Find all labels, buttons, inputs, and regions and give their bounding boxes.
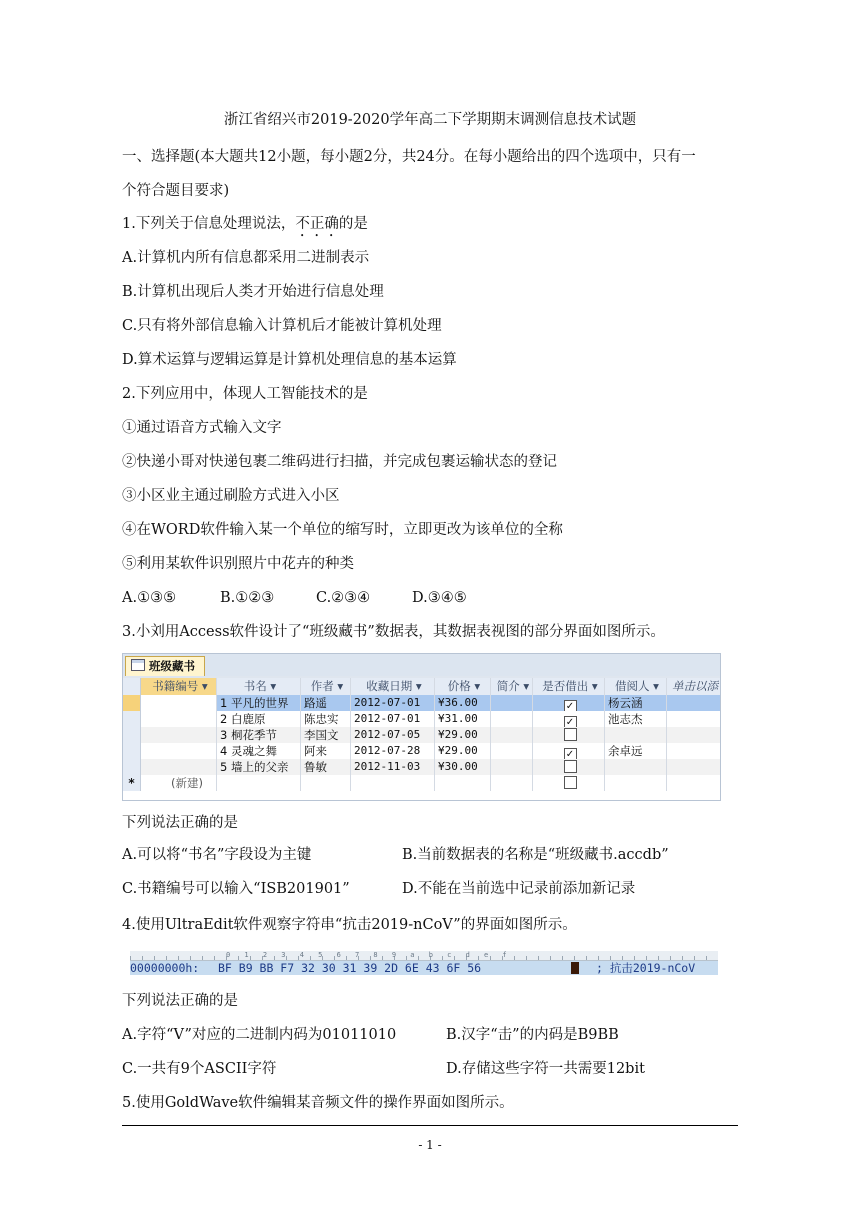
- q1-option-b: B.计算机出现后人类才开始进行信息处理: [122, 284, 384, 300]
- cell-date[interactable]: 2012-11-03: [351, 759, 435, 775]
- cell-title-value: 桐花季节: [230, 728, 277, 742]
- cell-author[interactable]: [301, 775, 351, 791]
- cell-borrower[interactable]: [605, 775, 667, 791]
- q3-option-d: D.不能在当前选中记录前添加新记录: [402, 881, 636, 897]
- cell-intro[interactable]: [491, 727, 533, 743]
- cell-date[interactable]: 2012-07-01: [351, 711, 435, 727]
- q1-option-a: A.计算机内所有信息都采用二进制表示: [122, 250, 370, 266]
- q2-item-2: ②快递小哥对快递包裹二维码进行扫描，并完成包裹运输状态的登记: [122, 454, 557, 470]
- hex-text-view[interactable]: ; 抗击2019-nCoV: [596, 961, 696, 975]
- table-row[interactable]: [123, 743, 720, 759]
- cell-price[interactable]: ¥30.00: [435, 759, 491, 775]
- page-number: - 1 -: [418, 1138, 442, 1152]
- q5-stem: 5.使用GoldWave软件编辑某音频文件的操作界面如图所示。: [122, 1095, 514, 1111]
- header-borrower[interactable]: 借阅人 ▾: [605, 678, 667, 695]
- record-selector[interactable]: [123, 727, 141, 743]
- access-tab-label: 班级藏书: [149, 659, 195, 673]
- cell-intro[interactable]: [491, 711, 533, 727]
- section-heading-line1: 一、选择题(本大题共12小题，每小题2分，共24分。在每小题给出的四个选项中，只有一: [122, 149, 696, 165]
- cell-id-value: 2: [220, 712, 228, 726]
- cell-author[interactable]: 鲁敏: [301, 759, 351, 775]
- cell-lent[interactable]: [533, 759, 605, 775]
- header-author[interactable]: 作者 ▾: [301, 678, 351, 695]
- cell-title[interactable]: [217, 759, 301, 775]
- cell-author[interactable]: 路遥: [301, 695, 351, 711]
- cell-author[interactable]: 阿来: [301, 743, 351, 759]
- ultraedit-hex-screenshot: [130, 951, 718, 975]
- cell-book-id[interactable]: [141, 711, 217, 727]
- new-record-row[interactable]: [123, 775, 720, 791]
- header-lent[interactable]: 是否借出 ▾: [533, 678, 605, 695]
- datasheet-header-row: [123, 678, 720, 696]
- header-date[interactable]: 收藏日期 ▾: [351, 678, 435, 695]
- cell-borrower[interactable]: [605, 759, 667, 775]
- cell-price[interactable]: [435, 775, 491, 791]
- record-selector[interactable]: [123, 743, 141, 759]
- q2-option-c: C.②③④: [316, 590, 371, 606]
- hex-line: [130, 961, 718, 975]
- cell-intro[interactable]: [491, 695, 533, 711]
- cell-borrower[interactable]: [605, 727, 667, 743]
- lent-checkbox[interactable]: ✓: [564, 700, 577, 711]
- q4-option-b: B.汉字“击”的内码是B9BB: [446, 1027, 619, 1043]
- q2-option-d: D.③④⑤: [412, 590, 467, 606]
- q1-stem-emphasis: 不正确: [295, 216, 339, 232]
- cell-author[interactable]: 陈忠实: [301, 711, 351, 727]
- cell-id-value: 4: [220, 744, 228, 758]
- q2-option-a: A.①③⑤: [122, 590, 177, 606]
- cell-title[interactable]: [217, 727, 301, 743]
- section-heading-line2: 个符合题目要求): [122, 183, 230, 199]
- q1-stem-pre: 1.下列关于信息处理说法，: [122, 216, 296, 232]
- q1-stem-post: 的是: [338, 216, 368, 232]
- cell-title[interactable]: [217, 743, 301, 759]
- cell-book-id[interactable]: [141, 727, 217, 743]
- header-click-to-add[interactable]: 单击以添: [672, 679, 718, 693]
- cell-price[interactable]: ¥31.00: [435, 711, 491, 727]
- table-row[interactable]: [123, 711, 720, 727]
- hex-bytes[interactable]: BF B9 BB F7 32 30 31 39 2D 6E 43 6F 56: [218, 961, 482, 975]
- cell-title-value: 灵魂之舞: [230, 744, 277, 758]
- q2-stem: 2.下列应用中，体现人工智能技术的是: [122, 386, 368, 402]
- cell-book-id[interactable]: [141, 743, 217, 759]
- header-price[interactable]: 价格 ▾: [435, 678, 491, 695]
- hex-ruler-labels: 0 1 2 3 4 5 6 7 8 9 a b c d e f: [226, 951, 512, 959]
- cell-title[interactable]: [217, 695, 301, 711]
- cell-date[interactable]: 2012-07-28: [351, 743, 435, 759]
- cell-lent[interactable]: [533, 743, 605, 759]
- table-row[interactable]: [123, 759, 720, 775]
- access-table-tab[interactable]: [125, 656, 205, 676]
- record-selector[interactable]: [123, 711, 141, 727]
- q1-option-d: D.算术运算与逻辑运算是计算机处理信息的基本运算: [122, 352, 457, 368]
- q2-item-4: ④在WORD软件输入某一个单位的缩写时，立即更改为该单位的全称: [122, 522, 563, 538]
- q4-option-d: D.存储这些字符一共需要12bit: [446, 1061, 645, 1077]
- lent-checkbox[interactable]: ✓: [564, 748, 577, 759]
- cell-lent[interactable]: [533, 695, 605, 711]
- cell-title[interactable]: [217, 775, 301, 791]
- lent-checkbox[interactable]: [564, 776, 577, 789]
- q4-option-c: C.一共有9个ASCII字符: [122, 1061, 277, 1077]
- new-record-marker: *: [123, 775, 141, 791]
- text-cursor: [571, 962, 579, 974]
- cell-price[interactable]: ¥36.00: [435, 695, 491, 711]
- lent-checkbox[interactable]: [564, 760, 577, 773]
- q3-stem: 3.小刘用Access软件设计了“班级藏书”数据表，其数据表视图的部分界面如图所示。: [122, 624, 665, 640]
- header-title[interactable]: 书名 ▾: [217, 678, 301, 695]
- cell-title[interactable]: [217, 711, 301, 727]
- cell-lent[interactable]: [533, 775, 605, 791]
- cell-price[interactable]: ¥29.00: [435, 727, 491, 743]
- footer-rule: [122, 1125, 738, 1126]
- cell-id-value: 5: [220, 760, 228, 774]
- cell-borrower[interactable]: 池志杰: [605, 711, 667, 727]
- cell-intro[interactable]: [491, 743, 533, 759]
- cell-book-id[interactable]: [141, 759, 217, 775]
- cell-intro[interactable]: [491, 775, 533, 791]
- q3-option-a: A.可以将“书名”字段设为主键: [122, 847, 312, 863]
- cell-date[interactable]: 2012-07-01: [351, 695, 435, 711]
- q3-option-c: C.书籍编号可以输入“ISB201901”: [122, 881, 350, 897]
- hex-address: 00000000h:: [130, 961, 200, 975]
- record-selector[interactable]: [123, 759, 141, 775]
- cell-date[interactable]: 2012-07-05: [351, 727, 435, 743]
- access-datasheet-screenshot: [122, 653, 721, 801]
- cell-borrower[interactable]: 余卓远: [605, 743, 667, 759]
- q1-option-c: C.只有将外部信息输入计算机后才能被计算机处理: [122, 318, 442, 334]
- exam-title: 浙江省绍兴市2019-2020学年高二下学期期末调测信息技术试题: [223, 112, 637, 128]
- q4-after: 下列说法正确的是: [122, 993, 238, 1009]
- cell-price[interactable]: ¥29.00: [435, 743, 491, 759]
- hex-ruler: [130, 951, 718, 961]
- q4-stem: 4.使用UltraEdit软件观察字符串“抗击2019-nCoV”的界面如图所示。: [122, 917, 577, 933]
- lent-checkbox[interactable]: [564, 728, 577, 741]
- record-selector[interactable]: [123, 695, 141, 711]
- header-intro[interactable]: 简介 ▾: [491, 678, 533, 695]
- cell-date[interactable]: [351, 775, 435, 791]
- cell-book-id[interactable]: [141, 695, 217, 711]
- q1-stem: [122, 214, 368, 240]
- q2-options: [122, 588, 467, 608]
- cell-id-value: 1: [220, 696, 228, 710]
- lent-checkbox[interactable]: ✓: [564, 716, 577, 727]
- new-record-label[interactable]: (新建): [141, 775, 217, 791]
- q3-option-b: B.当前数据表的名称是“班级藏书.accdb”: [402, 847, 669, 863]
- q2-item-3: ③小区业主通过刷脸方式进入小区: [122, 488, 340, 504]
- cell-intro[interactable]: [491, 759, 533, 775]
- table-row[interactable]: [123, 695, 720, 711]
- table-row[interactable]: [123, 727, 720, 743]
- access-tab-bar: [123, 654, 720, 676]
- q2-item-5: ⑤利用某软件识别照片中花卉的种类: [122, 556, 354, 572]
- q4-option-a: A.字符“V”对应的二进制内码为01011010: [122, 1027, 397, 1043]
- access-datasheet-grid: [123, 678, 720, 800]
- q2-option-b: B.①②③: [220, 590, 275, 606]
- cell-lent[interactable]: [533, 711, 605, 727]
- cell-title-value: 白鹿原: [230, 712, 266, 726]
- select-all-corner[interactable]: [123, 678, 141, 695]
- cell-author[interactable]: 李国文: [301, 727, 351, 743]
- header-book-id[interactable]: 书籍编号 ▾: [141, 678, 217, 695]
- q3-after: 下列说法正确的是: [122, 815, 238, 831]
- cell-lent[interactable]: [533, 727, 605, 743]
- cell-borrower[interactable]: 杨云涵: [605, 695, 667, 711]
- q2-item-1: ①通过语音方式输入文字: [122, 420, 282, 436]
- cell-title-value: 墙上的父亲: [230, 760, 289, 774]
- cell-title-value: 平凡的世界: [230, 696, 289, 710]
- cell-id-value: 3: [220, 728, 228, 742]
- table-icon: [131, 659, 145, 671]
